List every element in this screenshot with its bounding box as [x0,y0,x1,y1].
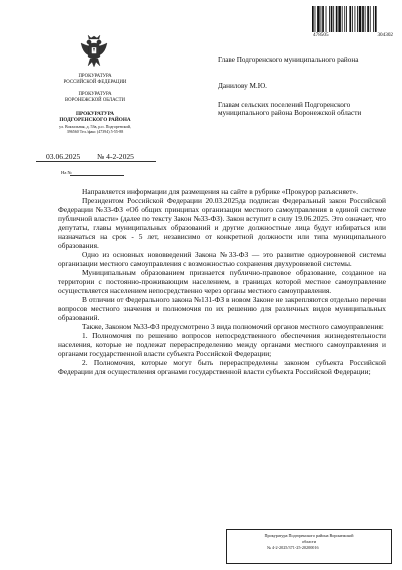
paragraph: В отличии от Федерального закона №131-ФЗ в новом Законе не закрепляются отдельно перечни вопросов местного значения и полномочия по их решению для различных видов муниципальных образований. [58,295,386,322]
sender-address: ул. Вокзальная, д. 53в, р.п. Подгоренский, 396560 Тел./факс (47394) 5-55-88 [59,124,131,134]
sender-name-federation: ПРОКУРАТУРА РОССИЙСКОЙ ФЕДЕРАЦИИ [63,74,127,85]
addressee-settlement-heads: Главам сельских поселений Подгоренского муниципального района Воронежской области [218,101,362,117]
stamp-number: № 4-2-2025/371-25-20200016 [267,545,319,551]
reference-number-underline [70,175,124,176]
letter-body [58,187,386,376]
barcode-numbers [312,32,394,38]
registration-number: № 4-2-2025 [97,152,134,161]
barcode-number-left: 478505 [313,32,329,38]
coat-of-arms-icon [79,33,109,69]
barcode-icon [312,6,394,32]
sender-name-district: ПРОКУРАТУРА ПОДГОРЕНСКОГО РАЙОНА [59,111,131,123]
paragraph: Также, Законом №33-ФЗ предусмотрено 3 вида полномочий органов местного самоуправления: [82,322,384,331]
registration-stamp: Прокуратура Подгоренского района Воронежской области № 4-2-2025/371-25-20200016 [226,529,392,564]
reference-number-label: На № [61,170,72,175]
registration-underline [36,161,156,162]
paragraph: Направляется информации для размещения на сайте в рубрике «Прокурор разъясняет». [82,187,358,196]
paragraph: 1. Полномочия по решению вопросов непосредственного обеспечения жизнедеятельности населения, которые не подлежат перераспределению между органами местного самоуправления и органами государственной власти субъекта Российской Федерации; [58,331,386,358]
paragraph: Президентом Российской Федерации 20.03.2025да подписан Федеральный закон Российской Федерации №33-ФЗ «Об общих принципах организации местного самоуправления в единой системе публичной власти» (далее по тексту Закон №33-ФЗ). Закон вступит в силу 19.06.2025. Это означает, что депутаты, главы муниципальных образований и другие должностные лица будут избираться или назначаться на срок - 5 лет, независимо от конкретной должности или типа муниципального образования. [58,196,386,250]
barcode [312,6,394,38]
addressee-head-of-district: Главе Подгоренского муниципального района [218,56,359,64]
registration-date: 03.06.2025 [46,152,81,161]
addressee-name: Данилову М.Ю. [218,82,267,90]
sender-name-region: ПРОКУРАТУРА ВОРОНЕЖСКОЙ ОБЛАСТИ [64,92,125,103]
paragraph: Одно из основных нововведений Закона №33-ФЗ — это развитие одноуровневой системы организации местного самоуправления с возможностью сохранения двухуровневой системы. [58,250,386,268]
barcode-number-right: 304302 [377,32,393,38]
paragraph: 2. Полномочия, которые могут быть перераспределены законом субъекта Российской Федерации для осуществления органами государственной власти субъекта Российской Федерации; [58,358,386,376]
paragraph: Муниципальным образованием признается публично-правовое образование, созданное на территории с постоянно-проживающим населением, в границах которой местное самоуправление осуществляется населением непосредственно через органы местного самоуправления. [58,268,386,295]
